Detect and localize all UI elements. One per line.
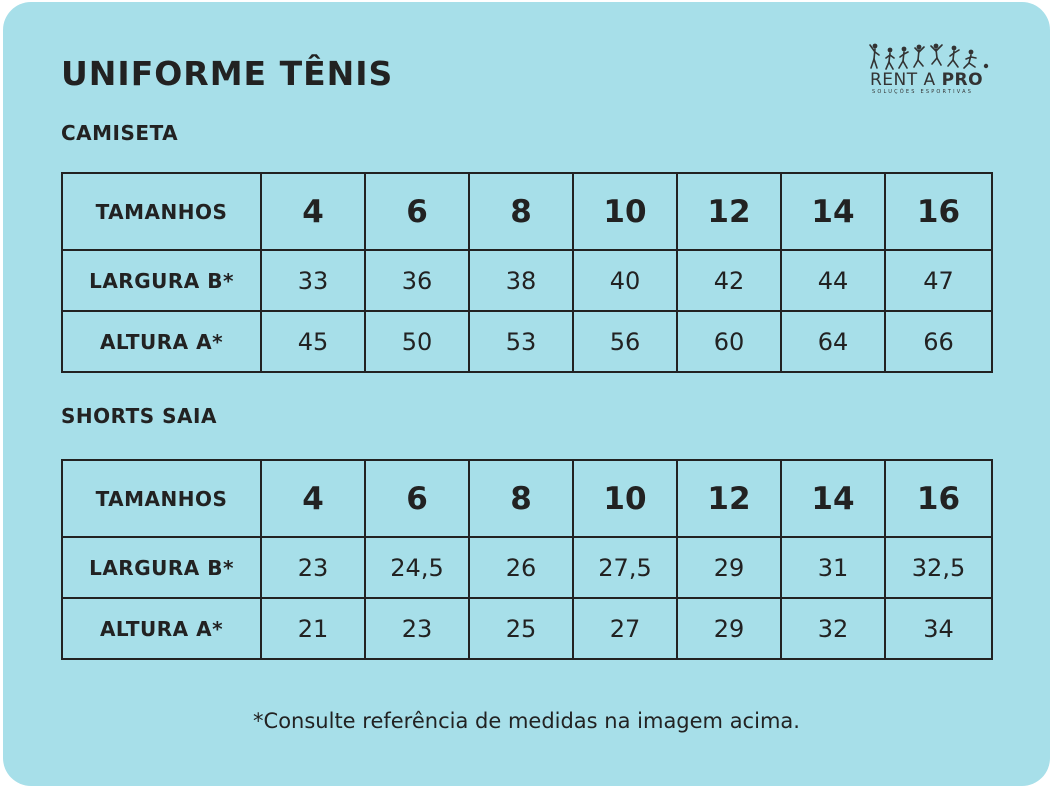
size-cell: 16: [885, 173, 992, 250]
value-cell: 33: [261, 250, 365, 311]
logo-brand-light: RENT A: [870, 70, 936, 90]
size-cell: 8: [469, 173, 573, 250]
logo-tagline: SOLUÇÕES ESPORTIVAS: [872, 89, 974, 95]
logo-brand-bold: PRO: [941, 70, 984, 90]
value-cell: 47: [885, 250, 992, 311]
value-cell: 23: [365, 598, 469, 659]
value-cell: 40: [573, 250, 677, 311]
value-cell: 53: [469, 311, 573, 372]
value-cell: 66: [885, 311, 992, 372]
value-cell: 23: [261, 537, 365, 598]
value-cell: 31: [781, 537, 885, 598]
row-label: ALTURA A*: [62, 598, 261, 659]
value-cell: 64: [781, 311, 885, 372]
value-cell: 60: [677, 311, 781, 372]
value-cell: 50: [365, 311, 469, 372]
size-cell: 14: [781, 173, 885, 250]
size-cell: 8: [469, 460, 573, 537]
value-cell: 45: [261, 311, 365, 372]
value-cell: 36: [365, 250, 469, 311]
value-cell: 26: [469, 537, 573, 598]
size-cell: 6: [365, 460, 469, 537]
size-cell: 16: [885, 460, 992, 537]
value-cell: 44: [781, 250, 885, 311]
size-cell: 6: [365, 173, 469, 250]
value-cell: 42: [677, 250, 781, 311]
table-row: [62, 311, 992, 372]
value-cell: 21: [261, 598, 365, 659]
table-header-row: [62, 173, 992, 250]
value-cell: 38: [469, 250, 573, 311]
footnote: *Consulte referência de medidas na imagem acima.: [253, 709, 800, 733]
value-cell: 27: [573, 598, 677, 659]
row-label: LARGURA B*: [62, 537, 261, 598]
row-label: LARGURA B*: [62, 250, 261, 311]
value-cell: 56: [573, 311, 677, 372]
section-heading-shorts-saia: SHORTS SAIA: [61, 404, 217, 428]
page-title: UNIFORME TÊNIS: [61, 54, 394, 93]
athletes-silhouettes-icon: [866, 40, 996, 74]
table-row: [62, 250, 992, 311]
value-cell: 27,5: [573, 537, 677, 598]
table-row: [62, 598, 992, 659]
value-cell: 32: [781, 598, 885, 659]
size-cell: 4: [261, 173, 365, 250]
header-label: TAMANHOS: [62, 460, 261, 537]
logo-wordmark: [870, 70, 983, 90]
brand-logo: [866, 40, 996, 98]
size-cell: 10: [573, 460, 677, 537]
value-cell: 29: [677, 537, 781, 598]
size-table-shorts-saia: [61, 459, 993, 660]
table-row: [62, 537, 992, 598]
size-table-camiseta: [61, 172, 993, 373]
table-header-row: [62, 460, 992, 537]
value-cell: 24,5: [365, 537, 469, 598]
value-cell: 29: [677, 598, 781, 659]
size-cell: 10: [573, 173, 677, 250]
size-cell: 14: [781, 460, 885, 537]
value-cell: 34: [885, 598, 992, 659]
size-cell: 12: [677, 173, 781, 250]
size-cell: 12: [677, 460, 781, 537]
row-label: ALTURA A*: [62, 311, 261, 372]
value-cell: 32,5: [885, 537, 992, 598]
value-cell: 25: [469, 598, 573, 659]
size-cell: 4: [261, 460, 365, 537]
header-label: TAMANHOS: [62, 173, 261, 250]
size-chart-card: [3, 2, 1050, 786]
section-heading-camiseta: CAMISETA: [61, 121, 179, 145]
